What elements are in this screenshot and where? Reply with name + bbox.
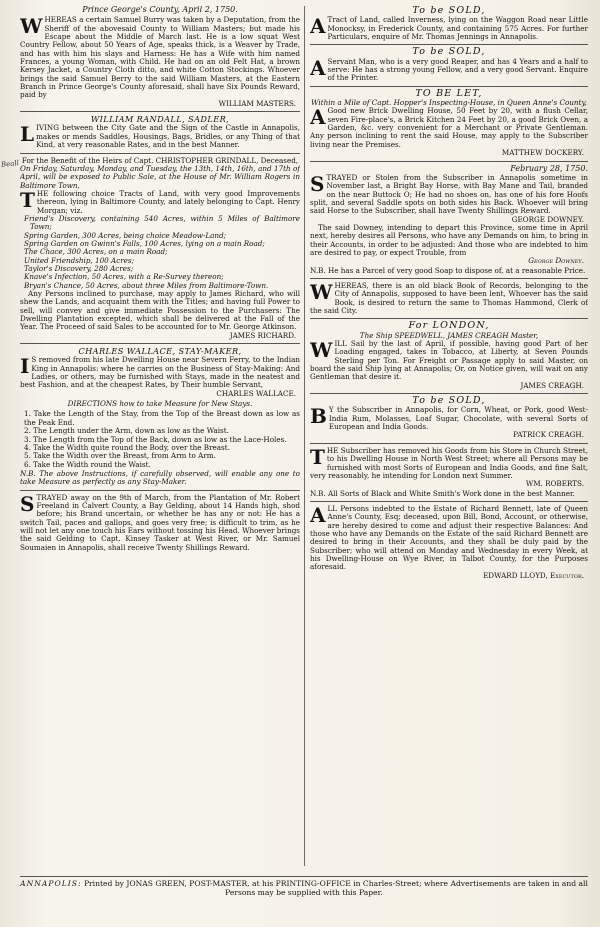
direction-item: 3. The Length from the Top of the Back, down as low as the Lace-Holes. [24, 434, 287, 444]
rule [310, 86, 588, 87]
drop-cap: W [310, 338, 333, 363]
advert-servant [310, 48, 588, 82]
advert-intro: For the Benefit of the Heirs of Capt. CHRISTOPHER GRINDALL, Deceased, [21, 155, 299, 165]
rule [310, 443, 588, 444]
drop-cap: A [310, 55, 326, 80]
direction-item: 2. The Length under the Arm, down as low as the Waist. [24, 426, 229, 436]
rule [20, 343, 300, 344]
drop-cap: A [310, 14, 326, 39]
direction-item: 1. Take the Length of the Stay, from the Top of the Breast down as low as the Peak End. [24, 409, 300, 427]
advert-date: February 28, 1750. [510, 163, 588, 173]
advert-body: HEREAS a certain Samuel Burry was taken by a Deputation, from the Sheriff of the abovesaid County to William Masters; but made his Escape about the Middle of March last. He is a low squat West Country Fellow, about 50 Years of Age, speaks thick, is a Weaver by Trade, and has with him his slays and Harness: He has a Wife with him named Frances, a young Woman, with Child. He had on an old Felt Hat, a brown Kersey Jacket, a Country Cloth ditto, and white Cotton Stockings. Whoever brings the said Samuel Berry to the said William Masters, at the Eastern Branch in Prince George's County aforesaid, shall have Six Pounds Reward, paid by [20, 15, 300, 100]
advert-heading: To be SOLD, [412, 6, 486, 16]
advert-house-to-let [310, 87, 588, 158]
drop-cap: S [20, 491, 35, 516]
advert-signature: WM. ROBERTS. [525, 479, 584, 489]
list-item: Taylor's Discovery, 280 Acres; [24, 263, 134, 273]
imprint-lead: ANNAPOLIS: [20, 879, 82, 888]
advert-ship-speedwell [310, 322, 588, 390]
advert-signature: JAMES RICHARD. [229, 330, 296, 340]
advert-heading: CHARLES WALLACE, STAY-MAKER, [78, 346, 242, 357]
advert-signature: GEORGE DOWNEY. [511, 214, 584, 224]
advert-body: S removed from his late Dwelling House near Severn Ferry, to the Indian King in Annapolis: where he carries on the Business of Stay-Making: And Ladies, or others, may be furnished with Stays, made in the neatest and best Fashion, and at the cheapest Rates, by Their humble Servant, [20, 355, 300, 390]
right-column [310, 6, 588, 868]
advert-signature: PATRICK CREAGH. [513, 430, 584, 440]
advert-tail: The said Downey, intending to depart this Province, some time in April next, hereby desires all Persons, who have any Demands on him, to bring in their Accounts, in order to be adjusted: And those who are indebted to him are desired to pay, or expect Trouble, from [310, 222, 588, 257]
advert-heading: TO BE LET, [415, 87, 483, 99]
advert-land-inverness [310, 7, 588, 41]
advert-body: Tract of Land, called Inverness, lying on the Waggon Road near Little Monocksy, in Frederick County, and containing 575 Acres. For further Particulars, enquire of Mr. Thomas Jennings in Annapolis. [327, 15, 588, 42]
advert-body: TRAYED or Stolen from the Subscriber in Annapolis sometime in November last, a Bright Bay Horse, with Bay Mane and Tail, branded on the near Buttock O; He had no shoes on, has one of his fore Hoofs split, and several Saddle spots on both sides his Back. Whoever will bring said Horse to the Subscriber, shall have Twenty Shillings Reward. [310, 172, 588, 216]
rule [20, 111, 300, 112]
rule [20, 153, 300, 154]
advert-signature: JAMES CREAGH. [520, 380, 584, 390]
advert-body: Y the Subscriber in Annapolis, for Corn, Wheat, or Pork, good West-India Rum, Molasses, Loaf Sugar, Chocolate, with several Sorts of European and India Goods. [328, 405, 588, 432]
advert-nb: N.B. All Sorts of Black and White Smith's Work done in the best Manner. [310, 488, 575, 498]
list-item: Knave's Infection, 50 Acres, with a Re-Survey thereon; [24, 272, 224, 282]
advert-body: IVING between the City Gate and the Sign of the Castle in Annapolis, makes or mends Saddles, Housings, Bags, Bridles, or any Thing of that Kind, at very reasonable Rates, and in the best Manner. [36, 123, 300, 150]
dateline: Prince George's County, April 2, 1750. [82, 6, 238, 14]
list-item: The Chace, 300 Acres, on a main Road; [24, 247, 168, 257]
advert-strayed-horse [310, 165, 588, 275]
drop-cap: T [310, 444, 325, 469]
advert-heading: For LONDON, [408, 320, 490, 332]
advert-signature: MATTHEW DOCKERY. [501, 148, 584, 158]
drop-cap: W [20, 14, 43, 39]
list-item: Friend's Discovery, containing 540 Acres, within 5 Miles of Baltimore Town; [24, 213, 300, 232]
direction-item: 5. Take the Width over the Breast, from Arm to Arm. [24, 451, 216, 461]
advert-body: TRAYED away on the 9th of March, from the Plantation of Mr. Robert Freeland in Calvert County, a Bay Gelding, about 14 Hands high, shod before; his Brand uncertain, or whether he has any or not: He has a switch Tail, paces and gallops, and goes very free; is difficult to trim, as he will not let any one touch his Ears without tossing his Head. Whoever brings the said Gelding to Capt. Kinsey Tasker at West River, or Mr. Samuel Soumaien in Annapolis, shall receive Twenty Shillings Reward. [20, 492, 300, 552]
advert-subheading: Within a Mile of Capt. Hopper's Inspecting-House, in Queen Anne's County, [311, 98, 587, 108]
land-tract-list [20, 215, 300, 290]
advert-body: HE Subscriber has removed his Goods from his Store in Church Street, to his Dwelling House in North West Street; where all Persons may be furnished with most Sorts of European and India Goods, and fine Salt, very reasonably, he intending for London next Summer. [310, 445, 588, 480]
drop-cap: L [20, 122, 35, 147]
advert-body: LL Persons indebted to the Estate of Richard Bennett, late of Queen Anne's County, Esq; deceased, upon Bill, Bond, Account, or otherwise, are hereby desired to come and adjust their respective Balances: And those who have any Demands on the Estate of the said Richard Bennett are desired to bring in their Accounts, and they shall be duly paid by the Subscriber; who will attend on Monday and Wednesday in every Week, at his Dwelling-House on Wye River, in Talbot County, for the Purposes aforesaid. [310, 503, 588, 572]
rule [310, 501, 588, 502]
advert-strayed-gelding [20, 491, 300, 552]
handwritten-margin-note: Beall [0, 159, 20, 169]
advert-bennett-estate [310, 502, 588, 580]
direction-item: 6. Take the Width round the Waist. [24, 459, 151, 469]
advert-grindall-sale [20, 157, 300, 341]
advert-creagh-goods [310, 397, 588, 440]
advert-heading: To be SOLD, [412, 395, 486, 407]
printer-imprint [20, 876, 588, 897]
drop-cap: A [310, 105, 326, 130]
rule [310, 278, 588, 279]
column-divider [304, 6, 305, 866]
imprint-text: Printed by JONAS GREEN, POST-MASTER, at his PRINTING-OFFICE in Charles-Street; where Advertisements are taken in and all Persons may be supplied with this Paper. [83, 879, 588, 897]
drop-cap: A [310, 502, 326, 527]
advert-roberts-store [310, 444, 588, 498]
advert-body: HEREAS, there is an old black Book of Records, belonging to the City of Annapolis, supposed to have been lent, Whoever has the said Book, is desired to return the same to Thomas Hammond, Clerk of the said City. [310, 280, 588, 315]
list-item: Bryan's Chance, 50 Acres, about three Miles from Baltimore-Town. [24, 280, 269, 290]
advert-signature: EDWARD LLOYD, Executor. [483, 570, 584, 580]
advert-runaway-burry [20, 16, 300, 108]
drop-cap: W [310, 279, 333, 304]
rule [310, 393, 588, 394]
advert-heading: WILLIAM RANDALL, SADLER, [90, 114, 230, 125]
advert-signature: WILLIAM MASTERS. [218, 98, 296, 108]
advert-tail: Any Persons inclined to purchase, may apply to James Richard, who will shew the Lands, and acquaint them with the Titles; and having full Power to sell, will convey and give immediate Possession to the Purchasers: The Dwelling Plantation excepted, which shall be delivered at the Fall of the Year. The Proceed of said Sales to be accounted for to Mr. George Atkinson. [20, 289, 300, 332]
advert-nb: N.B. The above Instructions, if carefully observed, will enable any one to take Measure as perfectly as any Stay-Maker. [20, 468, 300, 487]
advert-body: Servant Man, who is a very good Reaper, and has 4 Years and a half to serve: He has a strong young Fellow, and a very good Servant. Enquire of the Printer. [327, 56, 588, 83]
directions-title: DIRECTIONS how to take Measure for New Stays. [67, 399, 253, 409]
rule [310, 161, 588, 162]
advert-signature: CHARLES WALLACE. [216, 388, 296, 398]
rule [310, 44, 588, 45]
advert-randall [20, 115, 300, 149]
list-item: Spring Garden, 300 Acres, being choice Meadow-Land; [24, 230, 227, 240]
advert-wallace [20, 347, 300, 487]
advert-record-book [310, 279, 588, 315]
advert-dates: On Friday, Saturday, Monday, and Tuesday, the 13th, 14th, 16th, and 17th of April, will be exposed to Public Sale, at the House of Mr. William Rogers in Baltimore Town, [20, 163, 300, 190]
drop-cap: T [20, 187, 35, 212]
rule [310, 318, 588, 319]
list-item: Spring Garden on Gwinn's Falls, 100 Acres, lying on a main Road; [24, 238, 265, 248]
advert-body: Good new Brick Dwelling House, 50 Feet by 20, with a flush Cellar, seven Fire-place's, a Brick Kitchen 24 Feet by 20, a good Brick Oven, a Garden, &c. very convenient for a Merchant or Private Gentleman. Any person inclining to rent the said House, may apply to the Subscriber living near the Premises. [310, 106, 588, 149]
drop-cap: B [310, 404, 327, 429]
left-column [20, 6, 300, 868]
advert-heading: To be SOLD, [412, 46, 486, 58]
list-item: United Friendship, 100 Acres; [24, 255, 135, 265]
drop-cap: S [310, 171, 325, 196]
advert-body: HE following choice Tracts of Land, with very good Improvements thereon, lying in Baltimore County, and lately belonging to Capt. Henry Morgan; viz. [36, 188, 300, 215]
advert-nb: N.B. He has a Parcel of very good Soap to dispose of, at a reasonable Price. [310, 265, 586, 275]
direction-item: 4. Take the Width quite round the Body, over the Breast. [24, 442, 230, 452]
drop-cap: I [20, 354, 30, 379]
rule [20, 490, 300, 491]
advert-body: ILL Sail by the last of April, if possible, having good Part of her Loading engaged, takes in Tobacco, at Liberty, at Seven Pounds Sterling per Ton. For Freight or Passage apply to said Master, on board the said Ship lying at Annapolis; Or, on Notice given, will wait on any Gentleman that desire it. [310, 339, 588, 382]
advert-subheading: The Ship SPEEDWELL, JAMES CREAGH Master, [359, 330, 539, 340]
advert-signature: George Downey. [528, 256, 584, 266]
